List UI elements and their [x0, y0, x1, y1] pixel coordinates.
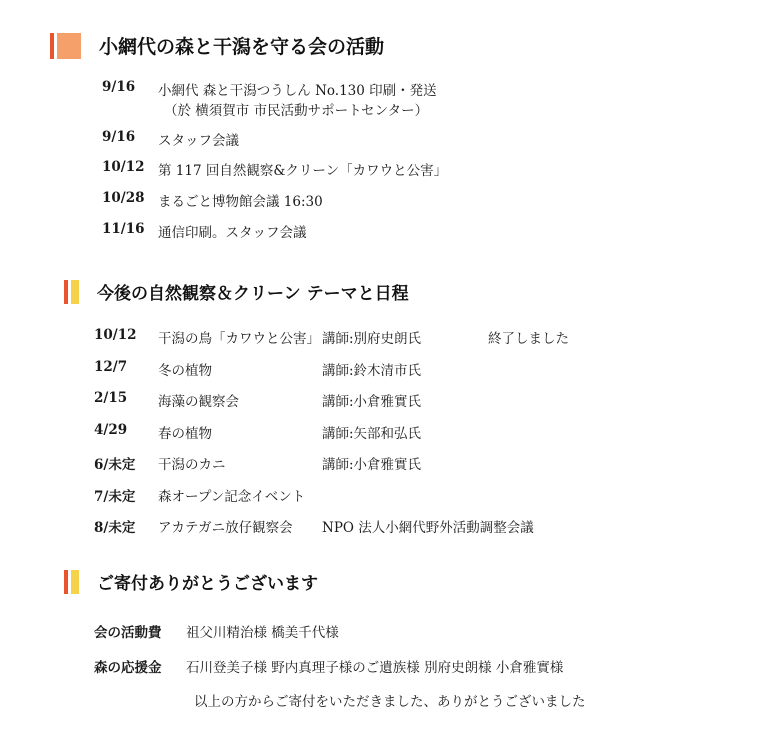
schedule-lecturer: 講師:小倉雅實氏 [322, 457, 422, 473]
schedule-date: 2/15 [94, 390, 128, 406]
activity-text: 通信印刷。スタッフ会議 [158, 225, 307, 241]
activity-text-sub: （於 横須賀市 市民活動サポートセンター） [164, 103, 429, 119]
section-schedule-title [64, 279, 409, 304]
accent-bar [64, 570, 68, 594]
schedule-theme: 冬の植物 [158, 363, 212, 379]
activity-date: 9/16 [102, 79, 136, 95]
schedule-date: 12/7 [94, 359, 128, 375]
section-title-text: ご寄付ありがとうございます [97, 574, 318, 594]
donation-category: 会の活動費 [94, 625, 162, 641]
activity-date: 11/16 [102, 221, 145, 237]
schedule-lecturer: 講師:矢部和弘氏 [322, 426, 422, 442]
section-donations-title [64, 569, 318, 594]
schedule-lecturer: 講師:小倉雅實氏 [322, 394, 422, 410]
activity-text: 第 117 回自然観察&クリーン「カワウと公害」 [158, 163, 448, 179]
section-activities-title [50, 32, 384, 59]
schedule-lecturer: 講師:鈴木清市氏 [322, 363, 422, 379]
activity-text: 小網代 森と干潟つうしん No.130 印刷・発送 [158, 83, 437, 99]
donor-names: 石川登美子様 野内真理子様のご遺族様 別府史朗様 小倉雅實様 [186, 660, 564, 676]
schedule-theme: 森オープン記念イベント [158, 489, 306, 505]
activity-date: 10/28 [102, 190, 145, 206]
donation-category: 森の応援金 [94, 660, 162, 676]
donor-names: 祖父川精治様 橋美千代様 [186, 625, 339, 641]
schedule-lecturer: NPO 法人小網代野外活動調整会議 [322, 520, 534, 536]
schedule-lecturer: 講師:別府史朗氏 [322, 331, 422, 347]
schedule-date: 10/12 [94, 327, 137, 343]
schedule-date: 4/29 [94, 422, 128, 438]
accent-bar [64, 280, 68, 304]
schedule-date: 6/未定 [94, 457, 136, 473]
accent-block [71, 570, 79, 594]
activity-text: まるごと博物館会議 16:30 [158, 194, 323, 210]
schedule-theme: アカテガニ放仔観察会 [158, 520, 293, 536]
activity-text: スタッフ会議 [158, 133, 239, 149]
schedule-theme: 春の植物 [158, 426, 212, 442]
section-title-text: 小網代の森と干潟を守る会の活動 [99, 36, 385, 58]
accent-block [57, 33, 81, 59]
schedule-date: 8/未定 [94, 520, 136, 536]
schedule-date: 7/未定 [94, 489, 136, 505]
accent-block [71, 280, 79, 304]
activity-date: 9/16 [102, 129, 136, 145]
schedule-theme: 干潟の鳥「カワウと公害」 [158, 331, 320, 347]
schedule-note: 終了しました [488, 331, 569, 347]
accent-bar [50, 33, 54, 59]
schedule-theme: 海藻の観察会 [158, 394, 239, 410]
section-title-text: 今後の自然観察＆クリーン テーマと日程 [97, 284, 409, 304]
schedule-theme: 干潟のカニ [158, 457, 226, 473]
closing-message: 以上の方からご寄付をいただきました、ありがとうございました [194, 694, 586, 710]
activity-date: 10/12 [102, 159, 145, 175]
